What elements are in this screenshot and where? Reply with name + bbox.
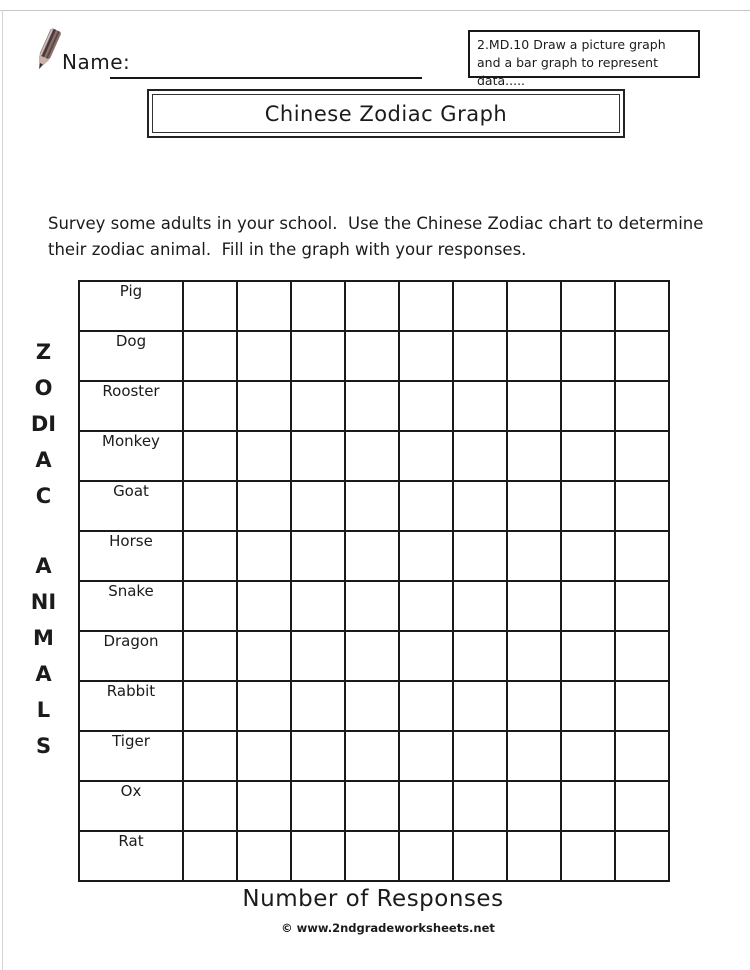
response-cell (183, 781, 237, 831)
response-cell (345, 431, 399, 481)
grid-row (79, 531, 669, 581)
response-cell (507, 781, 561, 831)
response-cell (237, 481, 291, 531)
grid-row (79, 581, 669, 631)
response-cell (237, 331, 291, 381)
response-cell (291, 631, 345, 681)
response-cell (615, 331, 669, 381)
response-cell (183, 581, 237, 631)
response-cell (345, 381, 399, 431)
response-cell (615, 431, 669, 481)
response-cell (453, 731, 507, 781)
grid-row (79, 281, 669, 331)
response-cell (345, 831, 399, 881)
row-label: Monkey (79, 431, 183, 481)
response-cell (453, 481, 507, 531)
page-title: Chinese Zodiac Graph (152, 94, 620, 133)
grid-row (79, 731, 669, 781)
response-cell (237, 831, 291, 881)
response-cell (507, 831, 561, 881)
response-cell (183, 531, 237, 581)
response-cell (615, 831, 669, 881)
grid-row (79, 831, 669, 881)
graph-table (78, 280, 670, 882)
response-cell (561, 331, 615, 381)
response-cell (183, 331, 237, 381)
response-cell (507, 731, 561, 781)
response-cell (615, 631, 669, 681)
y-axis-label (30, 334, 57, 764)
response-cell (507, 531, 561, 581)
response-cell (291, 331, 345, 381)
response-cell (453, 281, 507, 331)
response-cell (237, 531, 291, 581)
standards-box: 2.MD.10 Draw a picture graph and a bar graph to represent data..... (468, 30, 700, 78)
response-cell (507, 631, 561, 681)
response-cell (561, 781, 615, 831)
response-cell (345, 531, 399, 581)
response-cell (183, 481, 237, 531)
response-cell (399, 331, 453, 381)
response-cell (399, 581, 453, 631)
response-cell (183, 631, 237, 681)
response-cell (507, 331, 561, 381)
instructions-text: Survey some adults in your school. Use the Chinese Zodiac chart to determine their zodiac animal. Fill in the graph with your responses. (48, 214, 709, 259)
response-cell (399, 781, 453, 831)
response-cell (453, 381, 507, 431)
response-cell (291, 581, 345, 631)
response-cell (291, 681, 345, 731)
response-cell (561, 531, 615, 581)
row-label: Dog (79, 331, 183, 381)
response-cell (453, 631, 507, 681)
name-label: Name: (62, 50, 131, 74)
y-axis-word-animals: ANIMALS (30, 554, 57, 758)
row-label: Goat (79, 481, 183, 531)
response-cell (399, 481, 453, 531)
response-cell (183, 681, 237, 731)
response-cell (453, 781, 507, 831)
response-cell (399, 631, 453, 681)
response-cell (399, 381, 453, 431)
scan-edge-left (2, 10, 3, 970)
response-cell (507, 581, 561, 631)
row-label: Rooster (79, 381, 183, 431)
response-cell (507, 681, 561, 731)
response-cell (453, 331, 507, 381)
response-cell (399, 681, 453, 731)
response-cell (291, 731, 345, 781)
response-cell (561, 381, 615, 431)
response-cell (345, 731, 399, 781)
y-axis-word-zodiac: ZODIAC (30, 340, 57, 508)
response-cell (345, 781, 399, 831)
grid-row (79, 681, 669, 731)
response-cell (561, 431, 615, 481)
row-label: Horse (79, 531, 183, 581)
grid-row (79, 331, 669, 381)
response-cell (345, 331, 399, 381)
response-cell (615, 731, 669, 781)
response-cell (399, 831, 453, 881)
row-label: Rabbit (79, 681, 183, 731)
scan-edge-top (0, 10, 750, 11)
response-cell (615, 781, 669, 831)
response-cell (291, 481, 345, 531)
response-cell (561, 681, 615, 731)
response-cell (183, 731, 237, 781)
response-cell (561, 581, 615, 631)
response-cell (561, 481, 615, 531)
row-label: Pig (79, 281, 183, 331)
response-cell (453, 681, 507, 731)
response-cell (237, 731, 291, 781)
response-cell (453, 831, 507, 881)
response-cell (399, 531, 453, 581)
response-cell (183, 281, 237, 331)
response-cell (615, 381, 669, 431)
title-box (147, 89, 625, 138)
response-cell (561, 731, 615, 781)
response-cell (399, 731, 453, 781)
response-cell (615, 581, 669, 631)
response-cell (183, 381, 237, 431)
response-cell (183, 431, 237, 481)
response-cell (291, 781, 345, 831)
row-label: Snake (79, 581, 183, 631)
response-cell (615, 531, 669, 581)
response-cell (507, 481, 561, 531)
response-cell (345, 681, 399, 731)
response-cell (345, 281, 399, 331)
response-cell (345, 581, 399, 631)
grid-row (79, 631, 669, 681)
response-cell (237, 281, 291, 331)
response-cell (237, 781, 291, 831)
response-cell (561, 281, 615, 331)
response-cell (237, 681, 291, 731)
zodiac-graph-grid (78, 280, 670, 882)
response-cell (237, 431, 291, 481)
response-cell (507, 431, 561, 481)
response-cell (615, 481, 669, 531)
response-cell (237, 631, 291, 681)
response-cell (291, 431, 345, 481)
response-cell (507, 381, 561, 431)
response-cell (237, 381, 291, 431)
response-cell (291, 831, 345, 881)
row-label: Rat (79, 831, 183, 881)
response-cell (453, 531, 507, 581)
response-cell (453, 431, 507, 481)
footer-credit: © www.2ndgradeworksheets.net (281, 921, 495, 935)
response-cell (561, 631, 615, 681)
grid-row (79, 781, 669, 831)
response-cell (399, 281, 453, 331)
response-cell (453, 581, 507, 631)
response-cell (237, 581, 291, 631)
response-cell (183, 831, 237, 881)
row-label: Dragon (79, 631, 183, 681)
response-cell (615, 281, 669, 331)
row-label: Tiger (79, 731, 183, 781)
response-cell (399, 431, 453, 481)
response-cell (561, 831, 615, 881)
x-axis-label: Number of Responses (242, 886, 504, 912)
grid-row (79, 481, 669, 531)
response-cell (507, 281, 561, 331)
grid-row (79, 381, 669, 431)
name-blank-line (110, 56, 422, 79)
response-cell (291, 531, 345, 581)
response-cell (345, 631, 399, 681)
grid-row (79, 431, 669, 481)
response-cell (615, 681, 669, 731)
row-label: Ox (79, 781, 183, 831)
response-cell (345, 481, 399, 531)
response-cell (291, 281, 345, 331)
response-cell (291, 381, 345, 431)
